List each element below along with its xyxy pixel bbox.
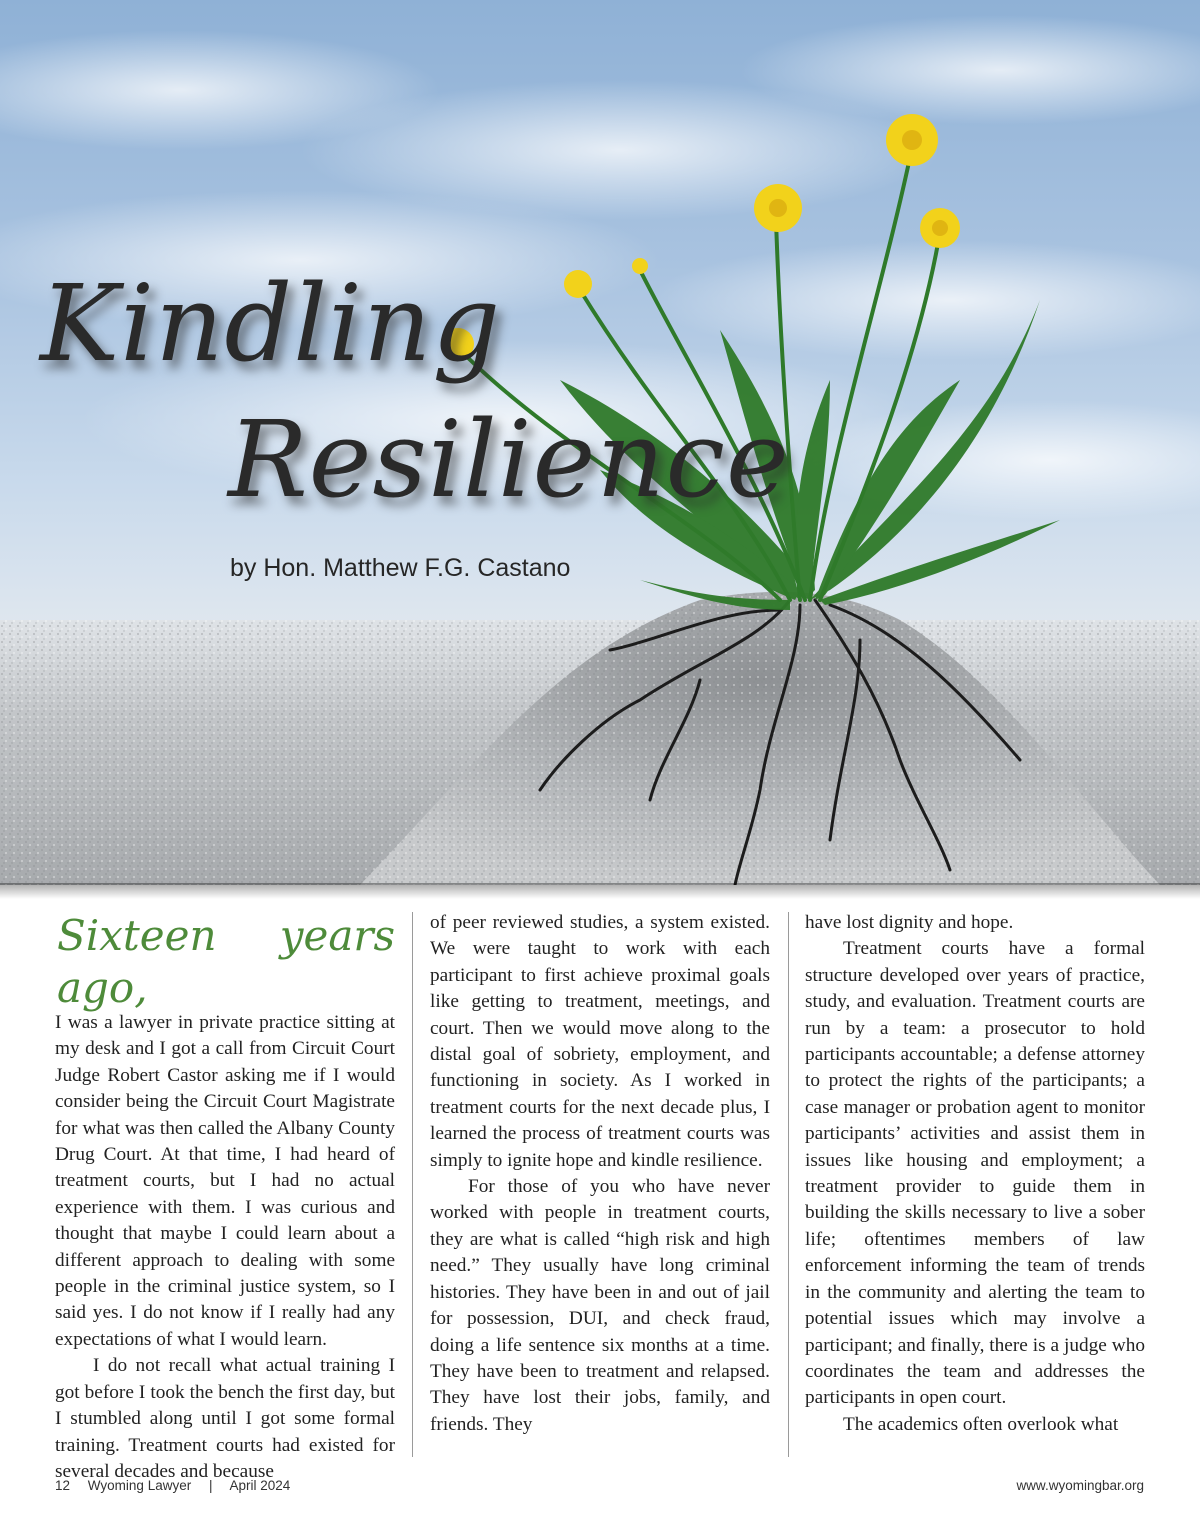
issue-date: April 2024 xyxy=(229,1478,291,1493)
paragraph: For those of you who have never worked with people in treatment courts, they are what is called “high risk and high need.” They usually have long criminal histories. They have been in and out of jail for possession, DUI, and check fraud, doing a life sentence six months at a time. They have been to treatment and relapsed. They have lost their jobs, family, and friends. They xyxy=(430,1176,770,1435)
paragraph: The academics often overlook what xyxy=(843,1413,1119,1435)
publication-name: Wyoming Lawyer xyxy=(87,1478,192,1493)
lead-in-heading: Sixteen years ago, xyxy=(57,911,395,1012)
paragraph: have lost dignity and hope. xyxy=(805,912,1014,933)
hero-shadow xyxy=(0,883,1200,899)
footer-left xyxy=(55,1478,304,1493)
website-link[interactable]: www.wyomingbar.org xyxy=(1016,1478,1144,1493)
paragraph: I was a lawyer in private practice sitting at my desk and I got a call from Circuit Court Judge Robert Castor asking me if I would consider being the Circuit Court Magistrate for what was then called the Albany County Drug Court. At that time, I had heard of treatment courts, but I had no actual experience with them. I was curious and thought that maybe I could learn about a different approach to dealing with some people in the criminal justice system, so I said yes. I do not know if I really had any expectations of what I would learn. xyxy=(55,1012,395,1350)
paragraph: I do not recall what actual training I got before I took the bench the first day, but I stumbled along until I got some formal training. Treatment courts had existed for several decades and because xyxy=(55,1355,395,1482)
text-column-2 xyxy=(430,910,770,1438)
paragraph: Treatment courts have a formal structure developed over years of practice, study, and evaluation. Treatment courts are run by a team: a prosecutor to hold participants accountable; a defense attorney to protect the rights of the participants; a case manager or probation agent to monitor participants’ activities and assist them in issues like housing and employment; a treatment provider to guide them in building the skills necessary to live a sober life; oftentimes members of law enforcement informing the team of trends in the community and alerting the team to potential issues which may involve a participant; and finally, there is a judge who coordinates the team and addresses the participants in open court. xyxy=(805,938,1145,1409)
article-title-line-2: Resilience xyxy=(228,398,790,521)
text-column-1 xyxy=(55,910,395,1485)
page-number: 12 xyxy=(55,1478,71,1493)
text-column-3 xyxy=(805,910,1145,1438)
column-divider xyxy=(788,912,789,1457)
article-title-line-1: Kindling xyxy=(40,262,502,385)
column-divider xyxy=(412,912,413,1457)
footer-separator: | xyxy=(208,1478,213,1493)
byline: by Hon. Matthew F.G. Castano xyxy=(230,554,571,582)
paragraph: of peer reviewed studies, a system existed. We were taught to work with each participant to first achieve proximal goals like getting to treatment, meetings, and court. Then we would move along to the distal goal of sobriety, employment, and functioning in society. As I worked in treatment courts for the next decade plus, I learned the process of treatment courts was simply to ignite hope and kindle resilience. xyxy=(430,912,770,1171)
